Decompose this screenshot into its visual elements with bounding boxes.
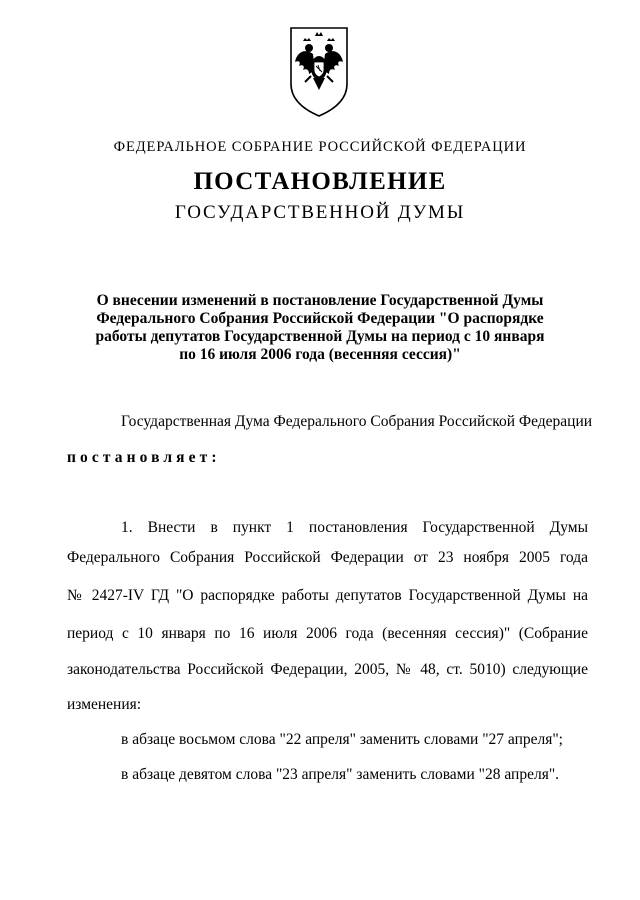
amendment-line: в абзаце девятом слова "23 апреля" заменить словами "28 апреля". xyxy=(121,766,560,783)
document-issuer: ГОСУДАРСТВЕННОЙ ДУМЫ xyxy=(174,202,466,223)
preamble-text: Государственная Дума Федерального Собрания Российской Федерации xyxy=(121,413,593,430)
item-1-line: № 2427-IV ГД "О распорядке работы депутатов Государственной Думы на xyxy=(67,587,588,604)
document-subject xyxy=(80,292,560,364)
document-type-title: ПОСТАНОВЛЕНИЕ xyxy=(193,168,447,195)
item-1-line: Федерального Собрания Российской Федерации от 23 ноября 2005 года xyxy=(67,549,588,566)
item-1-line: законодательства Российской Федерации, 2005, № 48, ст. 5010) следующие xyxy=(67,661,588,678)
resolves-keyword: постановляет: xyxy=(67,449,221,466)
item-1-line: период с 10 января по 16 июля 2006 года (весенняя сессия)" (Собрание xyxy=(67,625,588,642)
subject-line: работы депутатов Государственной Думы на период с 10 января xyxy=(95,328,545,345)
item-1-line: 1. Внести в пункт 1 постановления Государственной Думы xyxy=(121,519,588,536)
subject-line: Федерального Собрания Российской Федерации "О распорядке xyxy=(96,310,544,327)
subject-line: О внесении изменений в постановление Государственной Думы xyxy=(96,292,544,309)
organization-name: ФЕДЕРАЛЬНОЕ СОБРАНИЕ РОССИЙСКОЙ ФЕДЕРАЦИИ xyxy=(113,139,527,155)
subject-line: по 16 июля 2006 года (весенняя сессия)" xyxy=(179,346,461,363)
russian-coat-of-arms-icon xyxy=(287,26,351,118)
amendment-line: в абзаце восьмом слова "22 апреля" заменить словами "27 апреля"; xyxy=(121,731,563,748)
item-1-line: изменения: xyxy=(67,696,142,713)
